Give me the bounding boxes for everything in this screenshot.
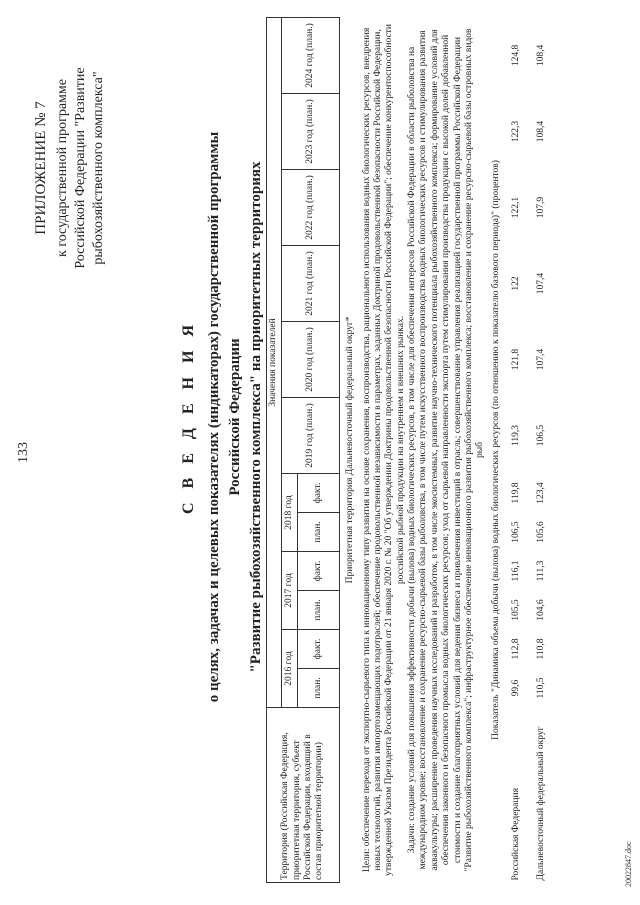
tasks-text: Задачи: создание условий для повышения эффективности добычи (вылова) водных биологических ресурсов, в том числе для обеспечения интересов Российской Федерации в области рыболовства на международном уровне; восстановление и сохранение ресурсно-сырьевой базы рыболовства, в том числе путем искусственного воспроизводства водных биологических ресурсов и стимулирования развития аквакультуры; расширение проведения научных исследований и разработок, в том числе экосистемных, развитие научно-технического потенциала рыбохозяйственного комплекса; формирование условий для обеспечения законного и безопасного промысла водных биологических ресурсов; уход от сырьевой направленности экспорта путем стимулирования производства продукции с высокой долей добавленной стоимости и создание благоприятных условий для ведения бизнеса и привлечения инвестиций в отрасль; совершенствование управления реализацией государственной программы Российской Федерации "Развитие рыбохозяйственного комплекса"; инфраструктурное обеспечение инновационного развития рыбохозяйственного комплекса; восстановление и сохранение ресурсно-сырьевой базы островных видов рыб: [407, 28, 486, 872]
value-cell: 110,8: [536, 638, 547, 660]
value-cell: 104,6: [536, 599, 547, 621]
row-label: Дальневосточный федеральный округ: [536, 726, 547, 881]
year-header: 2016 год: [282, 630, 298, 708]
value-cell: 107,9: [536, 196, 547, 219]
value-cell: 123,4: [536, 482, 547, 504]
year-header: 2018 год: [282, 474, 298, 552]
fact-subheader: факт.: [298, 474, 340, 513]
value-cell: 108,4: [536, 44, 547, 67]
table-row: [527, 17, 557, 882]
plan-year-header: 2023 год (план.): [282, 94, 340, 170]
appendix-number: ПРИЛОЖЕНИЕ № 7: [33, 101, 49, 235]
value-cell: 116,1: [511, 560, 522, 582]
value-cell: 106,5: [511, 521, 522, 543]
appendix-line: рыбохозяйственного комплекса": [90, 71, 106, 265]
fact-subheader: факт.: [298, 552, 340, 591]
table-row: [507, 17, 527, 882]
value-cell: 110,5: [536, 677, 547, 699]
title-line: "Развитие рыбохозяйственного комплекса" на приоритетных территориях: [248, 161, 265, 673]
year-header: 2017 год: [282, 552, 298, 630]
appendix-line: Российской Федерации "Развитие: [72, 67, 88, 269]
value-cell: 108,4: [536, 120, 547, 143]
value-cell: 105,5: [511, 599, 522, 621]
plan-year-header: 2022 год (план.): [282, 170, 340, 246]
value-cell: 122: [511, 276, 522, 291]
document-code: 20022847.doc: [624, 841, 633, 887]
value-cell: 105,6: [536, 521, 547, 543]
value-cell: 122,3: [511, 120, 522, 143]
appendix-header: [32, 18, 108, 318]
row-label: Российская Федерация: [511, 788, 522, 881]
value-cell: 119,8: [511, 482, 522, 504]
title-line: о целях, задачах и целевых показателях (индикаторах) государственной программы Российской Федерации: [206, 131, 244, 703]
value-cell: 99,6: [511, 679, 522, 697]
appendix-line: к государственной программе: [54, 79, 70, 257]
plan-year-header: 2019 год (план.): [282, 398, 340, 474]
plan-year-header: 2020 год (план.): [282, 322, 340, 398]
plan-subheader: план.: [298, 669, 340, 708]
plan-subheader: план.: [298, 591, 340, 630]
title-heading: С В Е Д Е Н И Я: [180, 319, 197, 515]
value-cell: 121,8: [511, 348, 522, 371]
plan-year-header: 2021 год (план.): [282, 246, 340, 322]
value-cell: 112,8: [511, 638, 522, 660]
document-title: [178, 97, 267, 737]
value-cell: 107,4: [536, 272, 547, 295]
value-cell: 124,8: [511, 44, 522, 67]
value-cell: 119,3: [511, 424, 522, 447]
value-cell: 107,4: [536, 348, 547, 371]
value-cell: 106,5: [536, 424, 547, 447]
value-cell: 111,3: [536, 560, 547, 582]
values-header: Значения показателей: [267, 17, 282, 707]
territory-header: Территория (Российская Федерация, приоритетная территория, субъект Российской Федерации, входящий в состав приоритетной территории): [267, 708, 340, 883]
section-title: Приоритетная территория Дальневосточный федеральный округ*: [345, 316, 356, 584]
goals-text: Цели: обеспечение перехода от экспортно-сырьевого типа к инновационному типу развития на основе сохранения, воспроизводства, рационального использования водных биологических ресурсов, внедрения новых технологий, развития импортозамещающих подотраслей; обеспечение продовольственной независимости в параметрах, заданных Доктриной продовольственной безопасности Российской Федерации, утвержденной Указом Президента Российской Федерации от 21 января 2020 г. № 20 "Об утверждении Доктрины продовольственной безопасности Российской Федерации"; обеспечение конкурентоспособности российской рыбной продукции на внутреннем и внешних рынках.: [361, 24, 406, 876]
indicator-title: Показатель "Динамика объема добычи (вылова) водных биологических ресурсов (по отношению к показателю базового периода)" (процентов): [491, 160, 502, 740]
page-number: 133: [16, 442, 31, 463]
value-cell: 122,1: [511, 196, 522, 219]
indicators-table: [266, 17, 557, 883]
fact-subheader: факт.: [298, 630, 340, 669]
plan-subheader: план.: [298, 513, 340, 552]
plan-year-header: 2024 год (план.): [282, 17, 340, 93]
